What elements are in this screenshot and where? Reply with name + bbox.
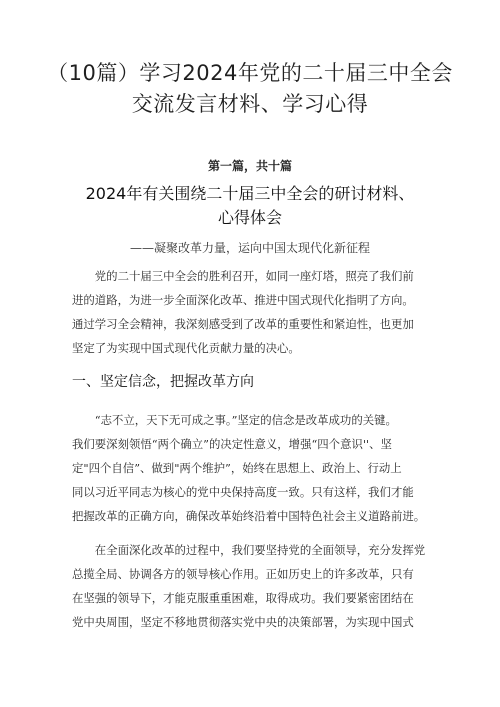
paragraph-line: “志不立，天下无可成之事。”坚定的信念是改革成功的关键。 <box>72 413 397 427</box>
article-title-line: 心得体会 <box>217 208 282 227</box>
document-title-line: 交流发言材料、学习心得 <box>131 92 369 116</box>
paragraph-line: 在全面深化改革的过程中，我们要坚持党的全面领导，充分发挥党 <box>72 543 426 557</box>
paragraph-leadership <box>72 538 446 634</box>
paragraph-line: 党中央周围，坚定不移地贯彻落实党中央的决策部署，为实现中国式 <box>72 615 414 629</box>
article-title-line: 2024年有关围绕二十届三中全会的研讨材料、 <box>85 184 415 203</box>
paragraph-line: 我们要深刻领悟“两个确立”的决定性意义，增强“四个意识''、坚 <box>72 437 392 451</box>
part-label: 第一篇，共十篇 <box>207 159 292 173</box>
paragraph-line: 坚定了为实现中国式现代化贡献力量的决心。 <box>72 341 300 355</box>
paragraph-line: 在坚强的领导下，才能克服重重困难，取得成功。我们要紧密团结在 <box>72 591 414 605</box>
paragraph-line: 同以习近平同志为核心的党中央保持高度一致。只有这样，我们才能 <box>72 485 414 499</box>
paragraph-line: 党的二十届三中全会的胜利召开，如同一座灯塔，照亮了我们前 <box>72 269 414 283</box>
paragraph-conviction <box>72 408 446 528</box>
document-title-line: （10篇）学习2024年党的二十届三中全会 <box>47 61 453 85</box>
document-title <box>0 58 500 120</box>
paragraph-line: 通过学习全会精神，我深刻感受到了改革的重要性和紧迫性，也更加 <box>72 317 414 331</box>
article-subtitle: ——凝聚改革力量，运向中国太现代化新征程 <box>129 241 370 255</box>
article-title <box>0 182 500 230</box>
paragraph-intro <box>72 264 446 360</box>
section-heading: 一、坚定信念，把握改革方向 <box>72 374 254 390</box>
paragraph-line: 把握改革的正确方向，确保改革始终沿着中国特色社会主义道路前进。 <box>72 509 426 523</box>
paragraph-line: 定"四个自信”、做到"两个维护”，始终在思想上、政治上、行动上 <box>72 461 402 475</box>
paragraph-line: 总揽全局、协调各方的领导核心作用。正如历史上的许多改革，只有 <box>72 567 414 581</box>
paragraph-line: 进的道路，为进一步全面深化改革、推进中国式现代化指明了方向。 <box>72 293 414 307</box>
